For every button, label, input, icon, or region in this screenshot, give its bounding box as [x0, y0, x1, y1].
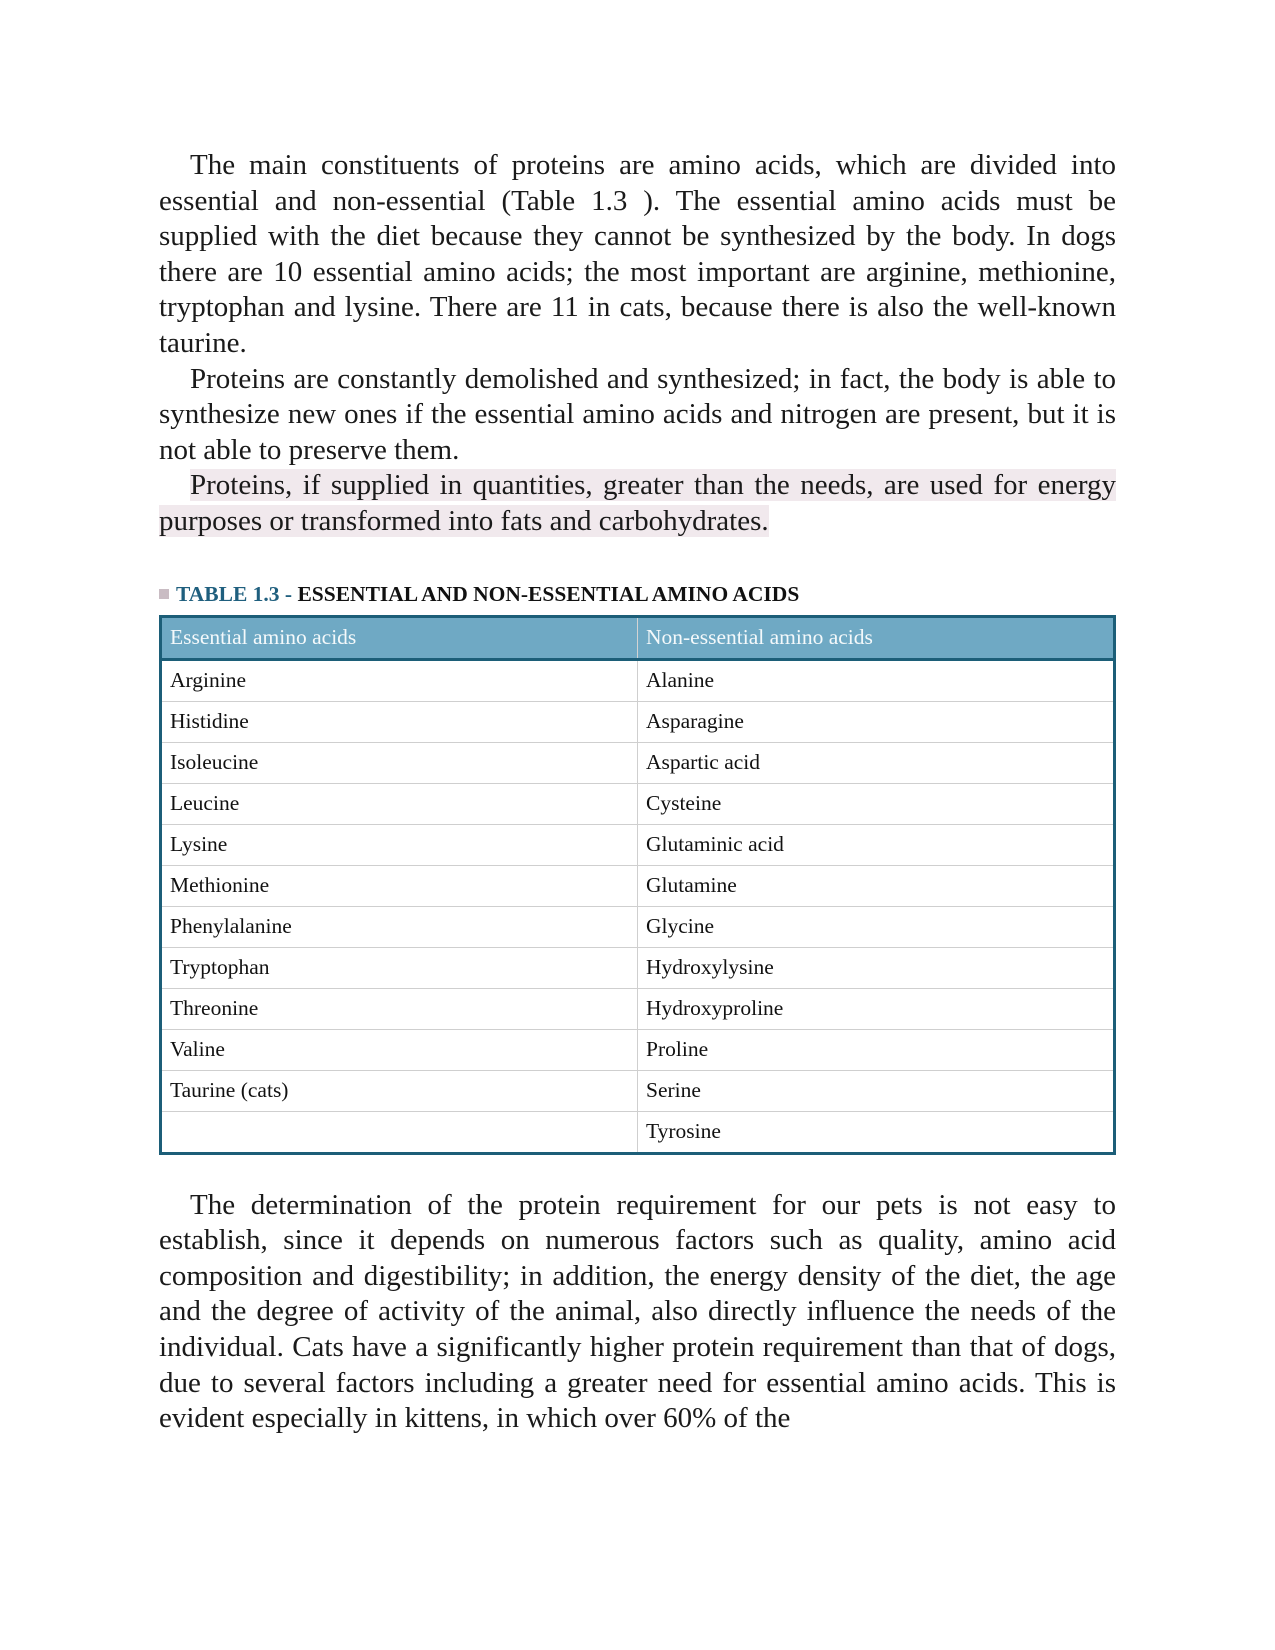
essential-cell: Taurine (cats): [161, 1070, 638, 1111]
essential-cell: Methionine: [161, 865, 638, 906]
body-paragraph: The main constituents of proteins are amino acids, which are divided into essential and non-essential (Table 1.3 ). The essential amino acids must be supplied with the diet because they cannot be synthesized by the body. In dogs there are 10 essential amino acids; the most important are arginine, methionine, tryptophan and lysine. There are 11 in cats, because there is also the well-known taurine.: [159, 149, 1116, 359]
non-essential-cell: Hydroxylysine: [638, 947, 1115, 988]
body-paragraph: Proteins are constantly demolished and synthesized; in fact, the body is able to synthesize new ones if the essential amino acids and nitrogen are present, but it is not able to preserve them.: [159, 362, 1116, 466]
non-essential-cell: Aspartic acid: [638, 742, 1115, 783]
table-row: [161, 783, 1115, 824]
non-essential-cell: Hydroxyproline: [638, 988, 1115, 1029]
table-number: TABLE 1.3 -: [176, 581, 293, 606]
essential-cell: Tryptophan: [161, 947, 638, 988]
non-essential-cell: Proline: [638, 1029, 1115, 1070]
amino-acids-table: [159, 615, 1116, 1155]
table-row: [161, 824, 1115, 865]
essential-cell: Leucine: [161, 783, 638, 824]
table-row: [161, 1111, 1115, 1153]
highlighted-paragraph: [159, 468, 1116, 539]
essential-cell: Histidine: [161, 701, 638, 742]
non-essential-cell: Asparagine: [638, 701, 1115, 742]
table-row: [161, 701, 1115, 742]
non-essential-cell: Glycine: [638, 906, 1115, 947]
table-row: [161, 865, 1115, 906]
table-caption: [159, 581, 1116, 607]
table-row: [161, 1070, 1115, 1111]
table-row: [161, 947, 1115, 988]
non-essential-cell: Serine: [638, 1070, 1115, 1111]
table-title: ESSENTIAL AND NON-ESSENTIAL AMINO ACIDS: [297, 581, 800, 606]
non-essential-cell: Glutamine: [638, 865, 1115, 906]
column-header-non-essential: Non-essential amino acids: [638, 616, 1115, 659]
table-header-row: [161, 616, 1115, 659]
non-essential-cell: Tyrosine: [646, 1119, 721, 1144]
table-row: [161, 1029, 1115, 1070]
essential-cell: Valine: [161, 1029, 638, 1070]
non-essential-cell: Alanine: [638, 659, 1115, 701]
table-row: [161, 659, 1115, 701]
essential-cell: Threonine: [161, 988, 638, 1029]
essential-cell: [161, 1111, 638, 1153]
table-row: [161, 742, 1115, 783]
table-row: [161, 906, 1115, 947]
table-row: [161, 988, 1115, 1029]
non-essential-cell: Cysteine: [638, 783, 1115, 824]
essential-cell: Phenylalanine: [161, 906, 638, 947]
non-essential-cell: Glutaminic acid: [638, 824, 1115, 865]
essential-cell: Lysine: [161, 824, 638, 865]
document-page: [159, 148, 1116, 1437]
essential-cell: Arginine: [161, 659, 638, 701]
column-header-essential: Essential amino acids: [161, 616, 638, 659]
highlighted-text: Proteins, if supplied in quantities, greater than the needs, are used for energy purposes or transformed into fats and carbohydrates.: [159, 469, 1116, 537]
essential-cell: Isoleucine: [161, 742, 638, 783]
body-paragraph: The determination of the protein requirement for our pets is not easy to establish, since it depends on numerous factors such as quality, amino acid composition and digestibility; in addition, the energy density of the diet, the age and the degree of activity of the animal, also directly influence the needs of the individual. Cats have a significantly higher protein requirement than that of dogs, due to several factors including a greater need for essential amino acids. This is evident especially in kittens, in which over 60% of the: [159, 1188, 1116, 1435]
caption-square-icon: [159, 589, 169, 599]
